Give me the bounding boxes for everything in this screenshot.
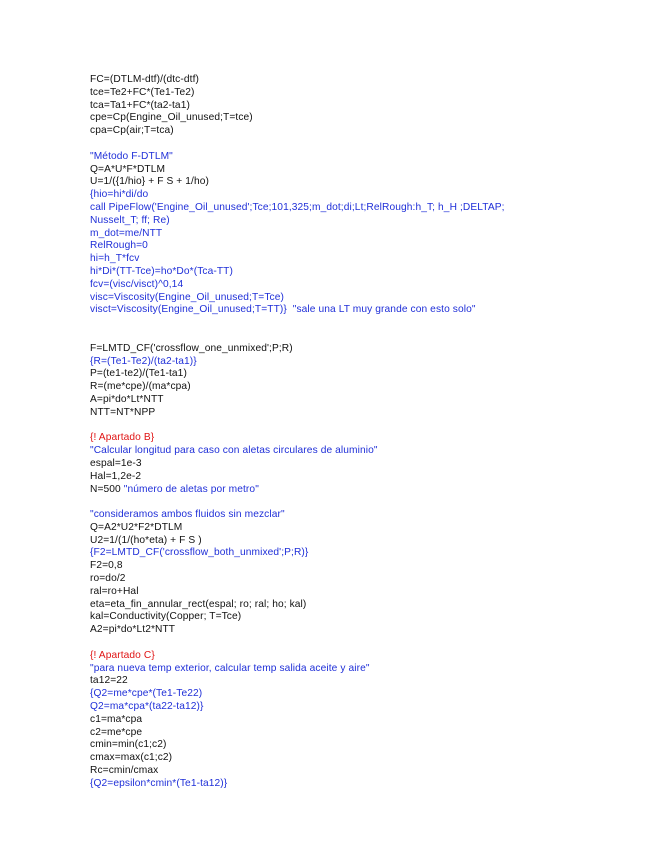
code-line: eta=eta_fin_annular_rect(espal; ro; ral; ho; kal) [90,598,307,610]
blank-line [90,330,630,343]
blank-line [90,138,630,151]
blank-line [90,420,630,433]
blank-line [90,317,630,330]
code-line: FC=(DTLM-dtf)/(dtc-dtf) [90,74,199,85]
code-line: Q=A2*U2*F2*DTLM [90,521,183,533]
code-line: F=LMTD_CF('crossflow_one_unmixed';P;R) [90,342,293,354]
code-line: A=pi*do*Lt*NTT [90,393,164,405]
comment-line: fcv=(visc/visct)^0,14 [90,278,184,290]
section-heading-line: {! Apartado B} [90,432,155,444]
comment-line: hi=h_T*fcv [90,253,140,265]
section-heading-line: {! Apartado C} [90,649,155,661]
comment-line: {hio=hi*di/do [90,189,149,201]
code-line: F2=0,8 [90,560,123,572]
comment-line: "para nueva temp exterior, calcular temp salida aceite y aire" [90,662,370,674]
comment-line: visct=Viscosity(Engine_Oil_unused;T=TT)} "sale una LT muy grande con esto solo" [90,304,476,316]
code-line: cpe=Cp(Engine_Oil_unused;T=tce) [90,112,253,124]
code-line: ta12=22 [90,675,128,687]
code-line: U=1/({1/hio} + F S + 1/ho) [90,176,209,188]
code-line [90,484,630,497]
code-line: kal=Conductivity(Copper; T=Tce) [90,611,242,623]
code-line: tce=Te2+FC*(Te1-Te2) [90,86,195,98]
code-line: Q=A*U*F*DTLM [90,163,166,175]
comment-line: {F2=LMTD_CF('crossflow_both_unmixed';P;R)} [90,547,309,559]
code-line: Rc=cmin/cmax [90,765,159,777]
comment-line: Nusselt_T; ff; Re) [90,214,170,226]
code-listing [90,74,630,791]
comment-line: {Q2=epsilon*cmin*(Te1-ta12)} [90,777,228,789]
comment-line: m_dot=me/NTT [90,227,163,239]
comment-line: "Método F-DTLM" [90,150,173,162]
comment-line: {Q2=me*cpe*(Te1-Te22) [90,688,203,700]
comment-text: "número de aletas por metro" [123,483,259,495]
comment-line: "Calcular longitud para caso con aletas circulares de aluminio" [90,445,378,457]
comment-line: visc=Viscosity(Engine_Oil_unused;T=Tce) [90,291,284,303]
code-text: N=500 [90,483,124,495]
comment-line: RelRough=0 [90,240,148,252]
code-line: P=(te1-te2)/(Te1-ta1) [90,368,187,380]
blank-line [90,496,630,509]
blank-line [90,637,630,650]
code-line: cmax=max(c1;c2) [90,752,173,764]
code-line: NTT=NT*NPP [90,406,156,418]
code-line: cpa=Cp(air;T=tca) [90,125,174,137]
comment-line: call PipeFlow('Engine_Oil_unused';Tce;101,325;m_dot;di;Lt;RelRough:h_T; h_H ;DELTAP; [90,201,505,213]
comment-line: hi*Di*(TT-Tce)=ho*Do*(Tca-TT) [90,265,233,277]
code-line: ral=ro+Hal [90,585,139,597]
code-line: cmin=min(c1;c2) [90,739,167,751]
code-line: c1=ma*cpa [90,713,143,725]
code-line: tca=Ta1+FC*(ta2-ta1) [90,99,190,111]
comment-line: {R=(Te1-Te2)/(ta2-ta1)} [90,355,197,367]
code-line: espal=1e-3 [90,457,142,469]
code-line: ro=do/2 [90,573,126,585]
code-line: U2=1/(1/(ho*eta) + F S ) [90,534,202,546]
comment-line: "consideramos ambos fluidos sin mezclar" [90,509,285,521]
code-line: R=(me*cpe)/(ma*cpa) [90,381,191,393]
comment-line: Q2=ma*cpa*(ta22-ta12)} [90,701,204,713]
code-line: Hal=1,2e-2 [90,470,142,482]
code-line: c2=me*cpe [90,726,143,738]
code-line: A2=pi*do*Lt2*NTT [90,624,176,636]
